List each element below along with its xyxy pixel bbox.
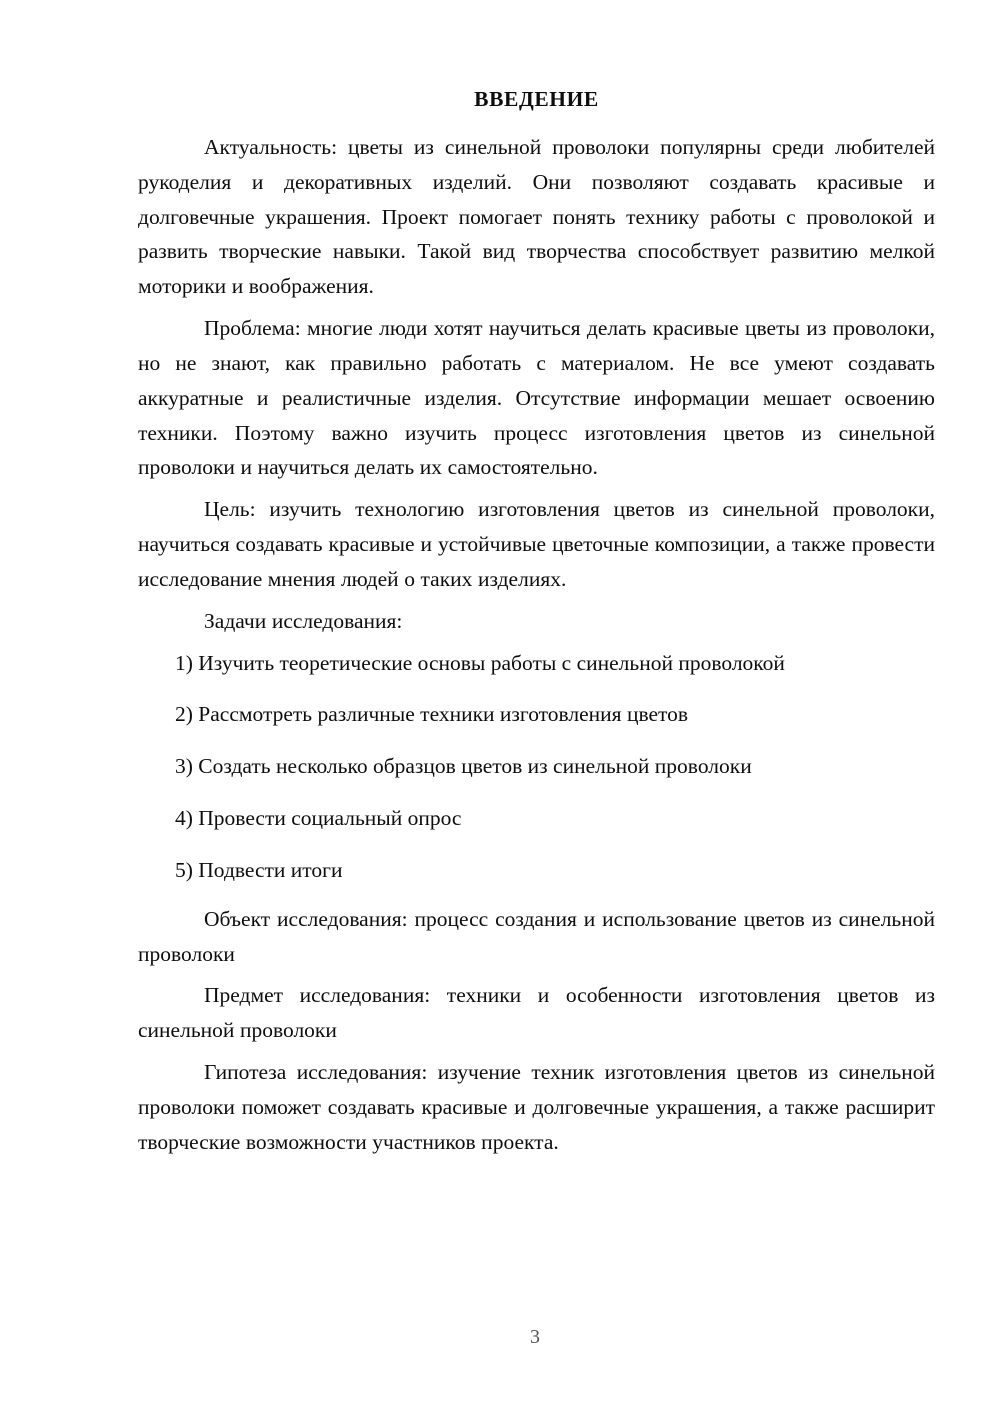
page-content [138, 86, 935, 1166]
list-item: 1) Изучить теоретические основы работы с синельной проволокой [175, 650, 785, 675]
list-item: 3) Создать несколько образцов цветов из синельной проволоки [175, 754, 752, 779]
tasks-heading: Задачи исследования: [204, 608, 403, 633]
list-item: 4) Провести социальный опрос [175, 806, 462, 831]
paragraph-subject: Предмет исследования: техники и особенности изготовления цветов из синельной проволоки [138, 983, 935, 1043]
paragraph-object: Объект исследования: процесс создания и использование цветов из синельной проволоки [138, 906, 935, 966]
page-title: ВВЕДЕНИЕ [474, 87, 599, 111]
list-item: 5) Подвести итоги [175, 857, 343, 882]
paragraph-relevance: Актуальность: цветы из синельной проволоки популярны среди любителей рукоделия и декоративных изделий. Они позволяют создавать красивые и долговечные украшения. Проект помогает понять технику работы с проволокой и развить творческие навыки. Такой вид творчества способствует развитию мелкой моторики и воображения. [138, 134, 935, 299]
paragraph-hypothesis: Гипотеза исследования: изучение техник изготовления цветов из синельной проволоки поможет создавать красивые и долговечные украшения, а также расширит творческие возможности участников проекта. [138, 1059, 935, 1154]
page-number: 3 [530, 1326, 540, 1348]
list-item: 2) Рассмотреть различные техники изготовления цветов [175, 702, 689, 727]
paragraph-goal: Цель: изучить технологию изготовления цветов из синельной проволоки, научиться создавать красивые и устойчивые цветочные композиции, а также провести исследование мнения людей о таких изделиях. [138, 497, 935, 591]
paragraph-problem: Проблема: многие люди хотят научиться делать красивые цветы из проволоки, но не знают, как правильно работать с материалом. Не все умеют создавать аккуратные и реалистичные изделия. Отсутствие информации мешает освоению техники. Поэтому важно изучить процесс изготовления цветов из синельной проволоки и научиться делать их самостоятельно. [138, 316, 935, 480]
tasks-list [138, 646, 935, 888]
